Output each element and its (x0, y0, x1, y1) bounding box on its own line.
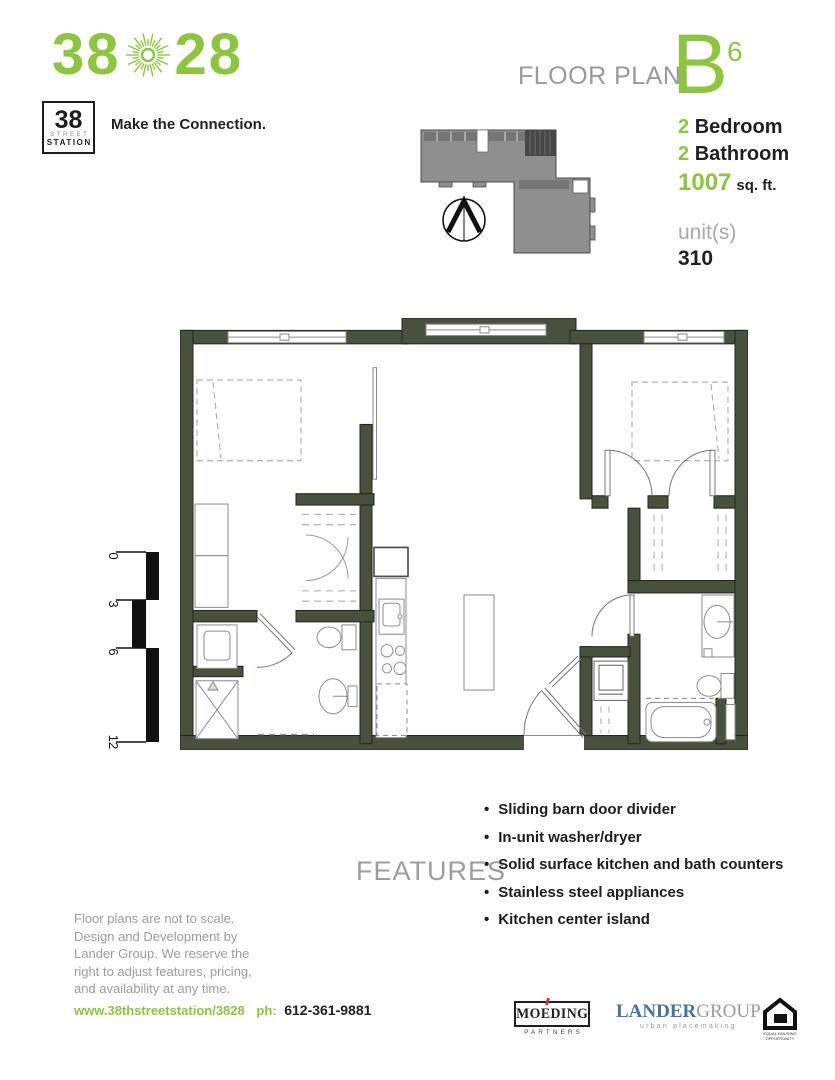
bath1-toilet (342, 625, 356, 650)
feature-item: • Kitchen center island (484, 912, 783, 927)
svg-text:EQUAL HOUSING: EQUAL HOUSING (763, 1031, 797, 1036)
svg-text:OPPORTUNITY: OPPORTUNITY (765, 1036, 795, 1041)
badge-station: STATION (46, 137, 92, 147)
moeding-accent-mark (545, 998, 550, 1006)
scale-bar (102, 544, 168, 750)
phone-number: 612-361-9881 (284, 1002, 372, 1018)
website-link[interactable]: www.38thstreetstation/3828 (74, 1003, 245, 1018)
entry-door (524, 656, 586, 738)
street-station-badge (42, 101, 95, 154)
bathroom-1 (196, 625, 357, 739)
features-list (484, 802, 783, 940)
bath2-tub (646, 702, 716, 741)
bedroom2-doors (605, 450, 715, 495)
bath2-toilet (721, 674, 734, 699)
units-value: 310 (678, 247, 714, 270)
features-heading: FEATURES (356, 856, 507, 886)
wd-closet-dashes (601, 707, 609, 734)
units-label: unit(s) (678, 221, 737, 244)
building-keyplan (413, 120, 603, 262)
floor-plan-drawing (180, 318, 748, 750)
kitchen-island (464, 595, 494, 690)
sqft-line: 1007 sq. ft. (678, 169, 777, 196)
plan-letter-superscript: 6 (727, 36, 743, 67)
closet-2-shelves (654, 514, 726, 576)
bed-1 (197, 380, 301, 461)
bathroom-line: 2 Bathroom (678, 143, 790, 165)
badge-number: 38 (54, 105, 83, 134)
equal-housing-icon (762, 997, 798, 1043)
bath2-door (592, 595, 634, 636)
building-footprint (421, 130, 590, 253)
scale-6: 6 (106, 648, 121, 656)
kitchen-lower-cabinet (377, 684, 407, 736)
kitchen (374, 547, 408, 737)
kitchen-fridge (374, 547, 408, 576)
brand-tagline: Make the Connection. (111, 116, 267, 133)
scale-0: 0 (106, 552, 121, 560)
closet-1-doors (306, 535, 348, 580)
moeding-partners-logo: MOEDING PARTNERS (514, 1001, 590, 1036)
logo-28: 28 (174, 22, 244, 87)
bed-2 (632, 382, 728, 461)
compass-icon (443, 199, 485, 241)
linen-closet (726, 705, 735, 740)
bedroom-line: 2 Bedroom (678, 116, 783, 138)
phone-label: ph: (256, 1003, 277, 1018)
scale-3: 3 (106, 600, 121, 608)
washer-dryer (594, 661, 628, 700)
disclaimer-text: Floor plans are not to scale. Design and Development by Lander Group. We reserve the right to adjust features, pricing, and availability at any time. (74, 911, 252, 996)
closet-1-shelves (302, 514, 356, 601)
sunburst-icon (125, 32, 171, 78)
badge-street: STREET (50, 131, 90, 138)
brand-logo-3828 (52, 22, 244, 87)
scale-12: 12 (106, 734, 121, 750)
plan-letter: B (672, 17, 729, 111)
lander-group-logo: LANDERGROUP urban placemaking (616, 1001, 761, 1030)
feature-item: • Sliding barn door divider (484, 802, 783, 817)
contact-line (74, 1002, 371, 1018)
unit-info (678, 114, 789, 272)
sliding-barn-door (373, 368, 377, 480)
bath1-door (257, 614, 295, 668)
floor-plan-label: FLOOR PLAN (518, 62, 682, 90)
logo-38: 38 (52, 22, 121, 87)
feature-item: • Stainless steel appliances (484, 885, 783, 900)
feature-item: • Solid surface kitchen and bath counters (484, 857, 783, 872)
feature-item: • In-unit washer/dryer (484, 830, 783, 845)
wardrobe (195, 504, 228, 607)
